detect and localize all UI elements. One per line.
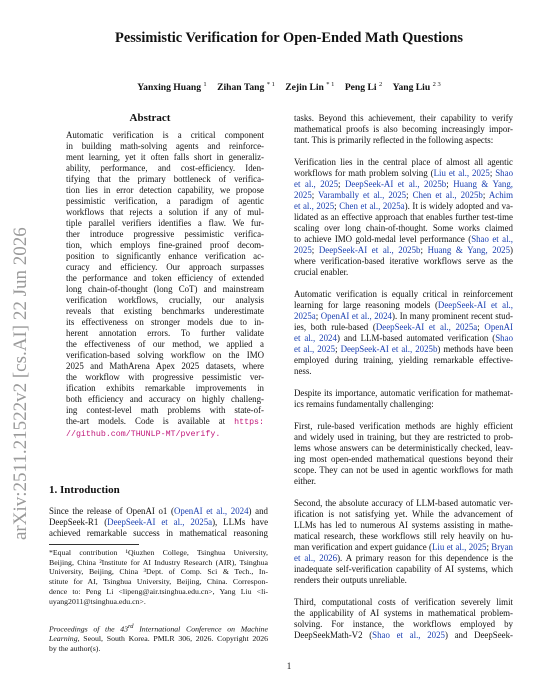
proceedings-note: Proceedings of the 43rd International Conference on Machine Learning, Seoul, South Korea. PMLR 306, 2026. Copyright 2026 by the author(s). [49, 623, 269, 653]
citation-link[interactable]: 2025a [294, 311, 316, 321]
abstract-line: workflows that rejects a solution if any of mul- [66, 207, 264, 217]
citation-link[interactable]: Huang & Yang, [453, 179, 514, 189]
citation-link[interactable]: 2025 [294, 190, 312, 200]
citation-link[interactable]: et al., 2025 [294, 201, 335, 211]
citation-link[interactable]: Huang & Yang, 2025 [427, 245, 511, 255]
citation-link[interactable]: Bryan [491, 542, 513, 552]
page-number: 1 [286, 661, 292, 671]
abstract-heading: Abstract [129, 112, 171, 124]
author: Yang Liu $^{2 3}$ [392, 81, 441, 94]
citation-link[interactable]: Chen et al., 2025a [339, 201, 405, 211]
abstract-line: tifying that the primary bottleneck of verifica- [66, 174, 264, 184]
abstract-line: reveals that existing benchmarks underestimate [66, 306, 264, 316]
citation-link[interactable]: Shao et al., 2025 [372, 630, 445, 640]
citation-link[interactable]: Liu et al., 2025 [433, 168, 490, 178]
citation-link[interactable]: Shao et al., [471, 234, 514, 244]
footnote-rule [49, 544, 139, 545]
paragraph: First, rule-based verification methods are highly efficient and widely used in training, but they are restricted to prob- lems whose answers can be deterministically checked, leav- ing most open-ended mathematical questions beyond their scope. They can not be used in agentic workflows for math either. [294, 421, 513, 486]
paragraph: Automatic verification is equally critical in reinforcement learning for large reasoning models (DeepSeek-AI et al., 2025a; OpenAI et al., 2024). In many prominent recent stud- ies, both rule-based (DeepSeek-AI et al., 2025a; OpenAI et al., 2024) and LLM-based automated verification (Shao et al., 2025; DeepSeek-AI et al., 2025b) methods have been employed during training, yielding remarkable effective- ness. [294, 289, 514, 376]
abstract-line: in building math-solving agents and reinforce- [66, 141, 264, 151]
abstract-line: pessimistic verification, a paradigm of agentic [66, 196, 264, 206]
citation-link[interactable]: Shao [495, 333, 513, 343]
author: Yanxing Huang $^1$ [137, 81, 207, 94]
arxiv-identifier-stamp [4, 140, 34, 540]
abstract-line: position to significantly enhance verification ac- [66, 251, 264, 261]
abstract-line: both efficiency and accuracy on highly challeng- [66, 394, 264, 404]
citation-link[interactable]: Chen et al., 2025b [412, 190, 483, 200]
author: Zejin Lin $^{* 1}$ [285, 81, 335, 94]
citation-link[interactable]: DeepSeek-AI et al., 2025b [345, 179, 447, 189]
citation-link[interactable]: et al., 2025 [294, 179, 339, 189]
citation-link[interactable]: et al., 2026 [294, 553, 338, 563]
citation-link[interactable]: DeepSeek-AI et al., 2025a [375, 322, 478, 332]
abstract-line: ification exhibits remarkable improvements in [66, 383, 264, 393]
abstract-line: ther introduce progressive pessimistic verifica- [66, 229, 264, 239]
citation-link[interactable]: DeepSeek-AI et al., 2025b [318, 245, 421, 255]
abstract-line: long chain-of-thought (long CoT) and mainstream [66, 284, 264, 294]
abstract-line: Automatic verification is a critical component [66, 130, 264, 140]
paragraph: Second, the absolute accuracy of LLM-based automatic ver- ification is not satisfying yet. While the advancement of LLMs has led to numerous AI systems assisting in mathe- matical research, these workflows still rely heavily on hu- man verification and expert guidance (Liu et al., 2025; Bryan et al., 2026). A primary reason for this dependence is the inadequate self-verification capability of AI systems, which renders their outputs unreliable. [294, 498, 513, 585]
abstract-line: ability, performance, and cost-efficiency. Iden- [66, 163, 264, 173]
abstract-line: the performance and token efficiency of extended [66, 273, 264, 283]
abstract-line: the workflow with progressive pessimistic ver- [66, 372, 264, 382]
author-list [40, 81, 538, 93]
paragraph: Despite its importance, automatic verification for mathemat- ics remains fundamentally challenging: [294, 388, 513, 409]
abstract-line: tion, which employs fine-grained proof decom- [66, 240, 264, 250]
abstract-line: its effectiveness on stronger models due to in- [66, 317, 264, 327]
abstract-line: curacy and efficiency. Our approach surpasses [66, 262, 264, 272]
citation-link[interactable]: Shao [495, 168, 513, 178]
code-link[interactable]: //github.com/THUNLP-MT/pverify. [66, 430, 221, 439]
paragraph: Verification lies in the central place of almost all agentic workflows for math problem solving (Liu et al., 2025; Shao et al., 2025; DeepSeek-AI et al., 2025b; Huang & Yang, 2025; Varambally et al., 2025; Chen et al., 2025b; Achim et al., 2025; Chen et al., 2025a). It is widely adopted and va- lidated as an effective approach that enables further test-time scaling over long chain-of-thought. Some works claimed to achieve IMO gold-medal level performance (Shao et al., 2025; DeepSeek-AI et al., 2025b; Huang & Yang, 2025) where verification-based iterative workflows serve as the crucial enabler. [294, 157, 514, 277]
abstract-line: tion lies in error detection capability, we propose [66, 185, 264, 195]
citation-link[interactable]: DeepSeek-AI et al., [437, 300, 513, 310]
arxiv-stamp-text: arXiv:2511.21522v2 [cs.AI] 22 Jun 2026 [10, 227, 31, 540]
citation-link[interactable]: Liu et al., 2025 [432, 542, 487, 552]
affiliation-footnote: *Equal contribution ¹Qiuzhen College, Tsinghua University, Beijing, China ²Institute for AI Industry Research (AIR), Tsinghua University, Beijing, China ³Dept. of Comp. Sci & Tech., In- stitute for AI, Tsinghua University, Beijing, China. Correspon- dence to: Peng Li <lipeng@air.tsinghua.edu.cn>, Yang Liu <li- uyang2011@tsinghua.edu.cn>. [49, 548, 268, 606]
citation-link[interactable]: Varambally et al., 2025 [318, 190, 407, 200]
citation-link[interactable]: OpenAI et al., 2024 [320, 311, 392, 321]
citation-link[interactable]: DeepSeek-AI et al., 2025b [340, 344, 438, 354]
abstract-line: 2025 and MathArena Apex 2025 datasets, where [66, 361, 264, 371]
code-link[interactable]: https: [234, 418, 265, 427]
abstract-line: ment learning, yet it often falls short in generaliz- [66, 152, 264, 162]
citation-link[interactable]: et al., 2025 [294, 344, 336, 354]
citation-link[interactable]: OpenAI [484, 322, 513, 332]
abstract-line: verification-based solving workflow on the IMO [66, 350, 264, 360]
abstract-line: the-art models. Code is available at https: [66, 416, 265, 427]
abstract-line [66, 428, 264, 440]
citation-link[interactable]: et al., 2024 [294, 333, 337, 343]
citation-link[interactable]: OpenAI et al., 2024 [173, 506, 249, 516]
abstract-body [66, 130, 264, 440]
right-column-text [294, 113, 513, 652]
author: Peng Li $^2$ [344, 81, 383, 94]
section-heading-introduction: 1. Introduction [49, 484, 120, 496]
citation-link[interactable]: Achim [488, 190, 514, 200]
citation-link[interactable]: DeepSeek-AI et al., 2025a [107, 517, 213, 527]
abstract-line: the effectiveness of our method, we applied a [66, 339, 264, 349]
paper-title: Pessimistic Verification for Open-Ended Math Questions [115, 30, 463, 46]
introduction-text: Since the release of OpenAI o1 (OpenAI et al., 2024) and DeepSeek-R1 (DeepSeek-AI et al., 2025a), LLMs have achieved remarkable success in mathematical reasoning [49, 506, 269, 538]
paragraph: tasks. Beyond this achievement, their capability to verify mathematical proofs is also becoming increasingly impor- tant. This is primarily reflected in the following aspects: [294, 113, 513, 145]
abstract-line: tiple parallel verifiers identifies a flaw. We fur- [66, 218, 264, 228]
author: Zihan Tang $^{* 1}$ [217, 81, 275, 94]
citation-link[interactable]: 2025 [294, 245, 312, 255]
abstract-line: ing contest-level math problems with state-of- [66, 405, 264, 415]
abstract-line: herent annotation errors. To further validate [66, 328, 264, 338]
abstract-line: verification workflows, crucially, our analysis [66, 295, 264, 305]
paragraph: Third, computational costs of verification severely limit the applicability of AI systems in mathematical problem- solving. For instance, the workflows employed by DeepSeekMath-V2 (Shao et al., 2025) and DeepSeek- [294, 597, 514, 640]
